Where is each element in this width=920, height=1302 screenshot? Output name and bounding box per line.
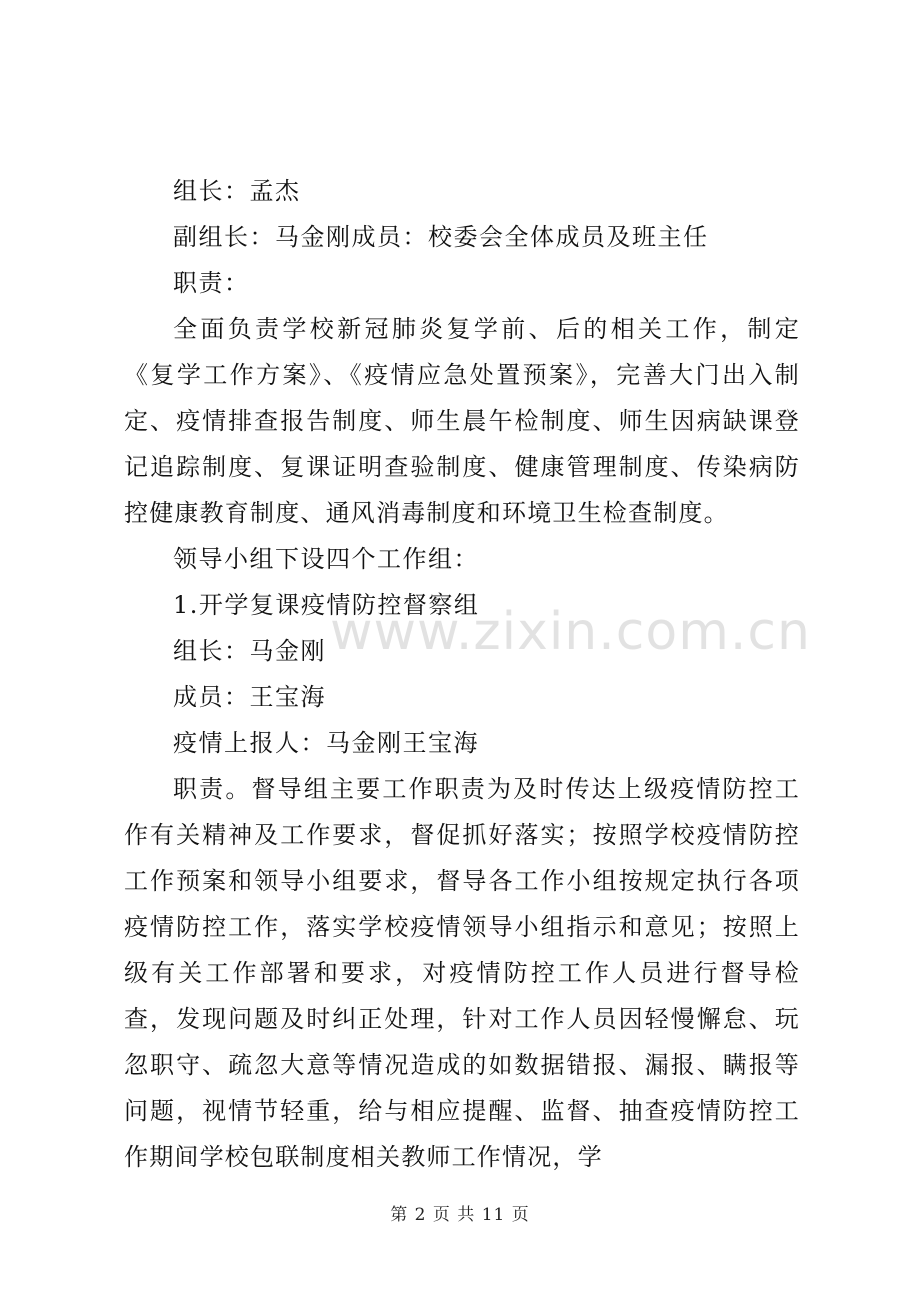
group-1-reporter: 疫情上报人：马金刚王宝海 bbox=[173, 729, 479, 757]
group-1-members: 成员：王宝海 bbox=[173, 683, 326, 711]
document-body bbox=[124, 168, 800, 1180]
leader-line: 组长：孟杰 bbox=[173, 177, 301, 205]
group-1-leader: 组长：马金刚 bbox=[173, 637, 326, 665]
page-footer: 第 2 页 共 11 页 bbox=[390, 1205, 530, 1225]
deputy-leader-line: 副组长：马金刚成员：校委会全体成员及班主任 bbox=[173, 223, 709, 251]
group-1-title: 1.开学复课疫情防控督察组 bbox=[173, 591, 480, 619]
duties-heading: 职责： bbox=[173, 269, 250, 297]
group-1-duties-paragraph: 职责。督导组主要工作职责为及时传达上级疫情防控工作有关精神及工作要求，督促抓好落实；按照学校疫情防控工作预案和领导小组要求，督导各工作小组按规定执行各项疫情防控工作，落实学校疫情领导小组指示和意见；按照上级有关工作部署和要求，对疫情防控工作人员进行督导检查，发现问题及时纠正处理，针对工作人员因轻慢懈怠、玩忽职守、疏忽大意等情况造成的如数据错报、漏报、瞒报等问题，视情节轻重，给与相应提醒、监督、抽查疫情防控工作期间学校包联制度相关教师工作情况，学 bbox=[124, 775, 800, 1171]
subgroups-intro: 领导小组下设四个工作组： bbox=[173, 545, 479, 573]
duties-paragraph: 全面负责学校新冠肺炎复学前、后的相关工作，制定《复学工作方案》、《疫情应急处置预案》，完善大门出入制定、疫情排查报告制度、师生晨午检制度、师生因病缺课登记追踪制度、复课证明查验制度、健康管理制度、传染病防控健康教育制度、通风消毒制度和环境卫生检查制度。 bbox=[124, 315, 800, 527]
watermark: www.zixin.com.cn bbox=[330, 602, 811, 662]
